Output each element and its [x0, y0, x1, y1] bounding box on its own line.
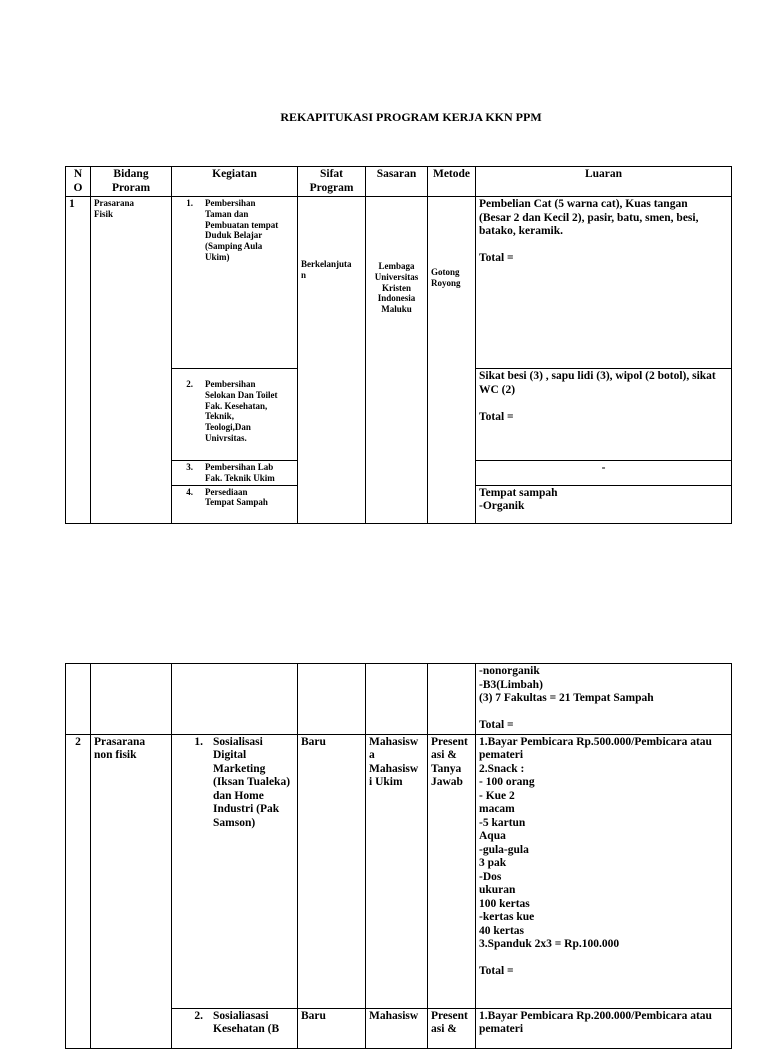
activity-cell	[172, 461, 298, 486]
activity-text: Persediaan Tempat Sampah	[205, 486, 268, 508]
metode-text: Gotong Royong	[431, 267, 461, 288]
header-sasaran: Sasaran	[366, 167, 428, 197]
activity-cell	[172, 369, 298, 461]
row-number: 1	[66, 197, 91, 524]
sasaran-cell: Mahasisw a Mahasisw i Ukim	[366, 734, 428, 1008]
activity-number: 4.	[186, 486, 193, 497]
sifat-cell	[298, 197, 366, 524]
activity-item	[175, 1010, 294, 1037]
header-sifat: Sifat Program	[298, 167, 366, 197]
activity-text: Sosialisasi Digital Marketing (Iksan Tualeka) dan Home Industri (Pak Samson)	[213, 735, 291, 829]
activity-text: Pembersihan Taman dan Pembuatan tempat Duduk Belajar (Samping Aula Ukim)	[205, 198, 279, 262]
header-luaran: Luaran	[476, 167, 732, 197]
sasaran-cell	[366, 197, 428, 524]
program-table-page-2	[65, 663, 732, 1049]
activity-cell	[172, 1008, 298, 1048]
activity-number: 2.	[194, 1009, 203, 1022]
activity-cell	[172, 664, 298, 735]
metode-cell	[428, 197, 476, 524]
activity-item	[175, 379, 294, 444]
row-number	[66, 664, 91, 735]
luaran-cell: 1.Bayar Pembicara Rp.200.000/Pembicara atau pemateri	[476, 1008, 732, 1048]
activity-number: 3.	[186, 462, 193, 472]
header-kegiatan: Kegiatan	[172, 167, 298, 197]
sasaran-text: Lembaga Universitas Kristen Indonesia Maluku	[374, 261, 419, 315]
bidang-cell: Prasarana Fisik	[91, 197, 172, 524]
bidang-cell	[91, 664, 172, 735]
header-metode: Metode	[428, 167, 476, 197]
document-title: REKAPITUKASI PROGRAM KERJA KKN PPM	[280, 110, 542, 124]
activity-item	[175, 462, 294, 484]
sifat-cell	[298, 664, 366, 735]
luaran-cell: -	[476, 461, 732, 486]
sifat-cell: Baru	[298, 734, 366, 1008]
metode-cell	[428, 664, 476, 735]
header-bidang: Bidang Proram	[91, 167, 172, 197]
metode-cell: Present asi & Tanya Jawab	[428, 734, 476, 1008]
activity-text: Pembersihan Selokan Dan Toilet Fak. Kesehatan, Teknik, Teologi,Dan Univrsitas.	[205, 379, 278, 443]
sasaran-cell	[366, 664, 428, 735]
activity-cell	[172, 734, 298, 1008]
activity-item	[175, 198, 294, 263]
activity-item	[175, 736, 294, 831]
bidang-cell: Prasarana non fisik	[91, 734, 172, 1048]
activity-number: 1.	[194, 735, 203, 748]
activity-item	[175, 487, 294, 509]
activity-cell	[172, 485, 298, 523]
sifat-text: Berkelanjuta n	[301, 259, 352, 280]
luaran-cell: 1.Bayar Pembicara Rp.500.000/Pembicara atau pemateri 2.Snack : - 100 orang - Kue 2 macam -5 kartun Aqua -gula-gula 3 pak -Dos ukuran 100 kertas -kertas kue 40 kertas 3.Spanduk 2x3 = Rp.100.000 Total =	[476, 734, 732, 1008]
header-no: N O	[66, 167, 91, 197]
metode-cell: Present asi &	[428, 1008, 476, 1048]
luaran-cell: Sikat besi (3) , sapu lidi (3), wipol (2 botol), sikat WC (2) Total =	[476, 369, 732, 461]
sasaran-cell: Mahasisw	[366, 1008, 428, 1048]
row-number: 2	[66, 734, 91, 1048]
luaran-cell: Pembelian Cat (5 warna cat), Kuas tangan (Besar 2 dan Kecil 2), pasir, batu, smen, besi, batako, keramik. Total =	[476, 197, 732, 369]
sifat-cell: Baru	[298, 1008, 366, 1048]
activity-cell	[172, 197, 298, 369]
activity-text: Pembersihan Lab Fak. Teknik Ukim	[205, 462, 275, 483]
activity-number: 1.	[186, 198, 193, 208]
activity-text: Sosialiasasi Kesehatan (B	[213, 1009, 280, 1035]
program-table-page-1	[65, 166, 732, 524]
luaran-cell: -nonorganik -B3(Limbah) (3) 7 Fakultas = 21 Tempat Sampah Total =	[476, 664, 732, 735]
luaran-cell: Tempat sampah -Organik	[476, 485, 732, 523]
activity-number: 2.	[186, 379, 193, 389]
